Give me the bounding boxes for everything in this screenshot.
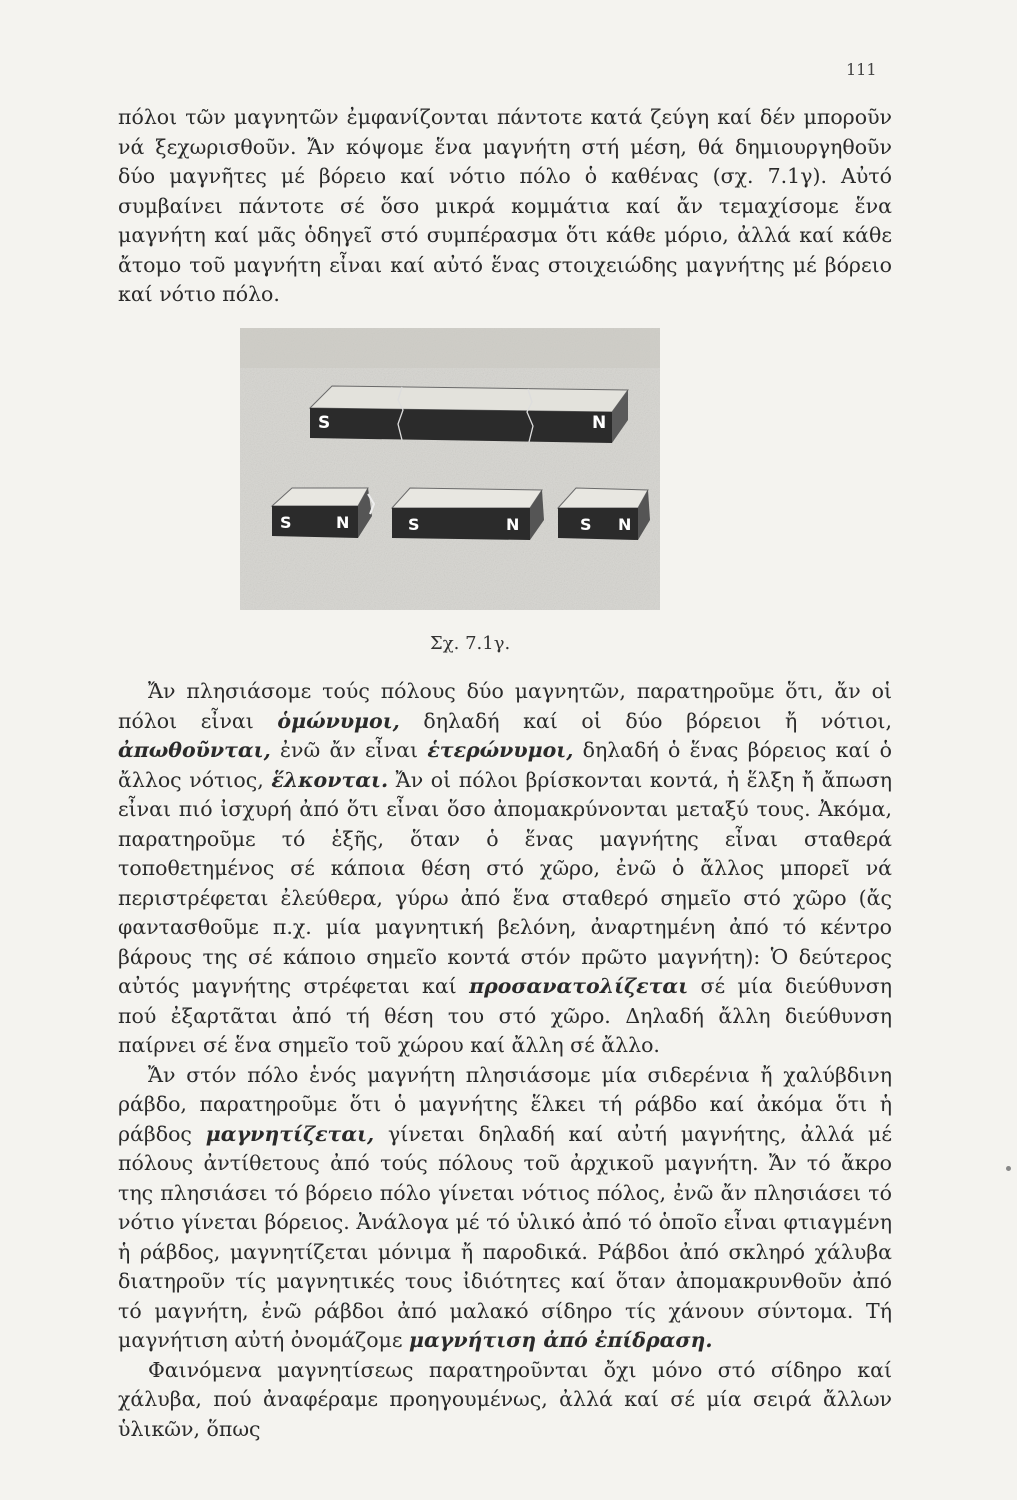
paragraph-2 <box>118 677 892 1061</box>
piece-1-s-label: S <box>280 513 292 532</box>
whole-magnet-n-label: N <box>592 413 607 433</box>
p2-text-2: δηλαδή καί οἱ δύο βόρειοι ἤ νότιοι, <box>399 708 892 733</box>
paragraph-3 <box>118 1061 892 1356</box>
p2-text-4: δηλαδή ὁ ἕνας βόρειος καί ὁ ἄλλος νότιος, <box>118 738 892 792</box>
p3-text-1: Ἄν στόν πόλο ἑνός μαγνήτη πλησιάσομε μία σιδερένια ἤ χαλύβδινη ράβδο, παρατηροῦμε ὅτι ὁ μαγνήτης ἕλκει τή ράβδο καί ἀκόμα ὅτι ἡ ράβδος <box>118 1062 892 1146</box>
term-omonymoi: ὁμώνυμοι, <box>277 708 400 733</box>
term-magnetisi-apo-epidrasi: μαγνήτιση ἀπό ἐπίδραση. <box>409 1328 713 1352</box>
whole-magnet-s-label: S <box>318 413 331 433</box>
piece-2-n-label: N <box>506 515 520 534</box>
margin-dot <box>1006 1166 1011 1171</box>
piece-3-s-label: S <box>580 515 592 534</box>
p2-text-1: Ἄν πλησιάσομε τούς πόλους δύο μαγνητῶν, παρατηροῦμε ὅτι, ἄν οἱ πόλοι εἶναι <box>118 679 892 733</box>
piece-3-n-label: N <box>618 515 632 534</box>
magnet-piece-1 <box>272 488 372 538</box>
paragraph-2-block <box>118 677 892 1444</box>
p3-text-2: γίνεται δηλαδή καί αὐτή μαγνήτης, ἀλλά μέ πόλους ἀντίθετους ἀπό τούς πόλους τοῦ ἀρχικοῦ μαγνήτη. Ἄν τό ἄκρο της πλησιάσει τό βόρειο πόλο γίνεται νότιος πόλος, ἐνῶ ἄν πλησιάσει τό νότιο γίνεται βόρειος. Ἀνάλογα μέ τό ὑλικό ἀπό τό ὁποῖο εἶναι φτιαγμένη ἡ ράβδος, μαγνητίζεται μόνιμα ἤ παροδικά. Ράβδοι ἀπό σκληρό χάλυβα διατηροῦν τίς μαγνητικές τους ἰδιότητες καί ὅταν ἀπομακρυνθοῦν ἀπό τό μαγνήτη, ἐνῶ ράβδοι ἀπό μαλακό σίδηρο τίς χάνουν σύντομα. Τή μαγνήτιση αὐτή ὀνομάζομε <box>118 1121 892 1352</box>
p2-text-3: ἐνῶ ἄν εἶναι <box>270 738 428 762</box>
figure-caption: Σχ. 7.1γ. <box>430 633 511 654</box>
magnets-photo <box>240 328 660 610</box>
term-elkontai: ἕλκονται. <box>271 767 389 792</box>
paragraph-4: Φαινόμενα μαγνητίσεως παρατηροῦνται ὄχι μόνο στό σίδηρο καί χάλυβα, πού ἀναφέραμε προηγουμένως, ἀλλά καί σέ μία σειρά ἄλλων ὑλικῶν, ὅπως <box>118 1357 892 1441</box>
whole-magnet <box>310 386 628 443</box>
paragraph-1 <box>118 103 892 310</box>
term-prosanatolizetai: προσανατολίζεται <box>469 974 689 998</box>
magnet-piece-2 <box>392 488 544 540</box>
figure-magnets <box>240 328 660 610</box>
magnet-piece-3 <box>558 488 650 540</box>
p2-text-6: σέ μία διεύθυνση πού ἐξαρτᾶται ἀπό τή θέση του στό χῶρο. Δηλαδή ἄλλη διεύθυνση παίρνει σέ ἕνα σημεῖο τοῦ χώρου καί ἄλλη σέ ἄλλο. <box>118 974 893 1057</box>
piece-1-n-label: N <box>336 513 350 532</box>
piece-2-s-label: S <box>408 515 420 534</box>
paragraph-1-text: πόλοι τῶν μαγνητῶν ἐμφανίζονται πάντοτε κατά ζεύγη καί δέν μποροῦν νά ξεχωρισθοῦν. Ἄν κόψομε ἕνα μαγνήτη στή μέση, θά δημιουργηθοῦν δύο μαγνῆτες μέ βόρειο καί νότιο πόλο ὁ καθένας (σχ. 7.1γ). Αὐτό συμβαίνει πάντοτε σέ ὅσο μικρά κομμάτια καί ἄν τεμαχίσομε ἕνα μαγνήτη καί μᾶς ὁδηγεῖ στό συμπέρασμα ὅτι κάθε μόριο, ἀλλά καί κάθε ἄτομο τοῦ μαγνήτη εἶναι καί αὐτό ἕνας στοιχειώδης μαγνήτης μέ βόρειο καί νότιο πόλο. <box>118 105 892 306</box>
term-apothountai: ἀπωθοῦνται, <box>118 738 271 762</box>
page-number: 111 <box>846 60 877 79</box>
term-eteronymoi: ἑτερώνυμοι, <box>427 738 574 762</box>
term-magnetizetai: μαγνητίζεται, <box>205 1121 375 1146</box>
p2-text-5: Ἄν οἱ πόλοι βρίσκονται κοντά, ἡ ἕλξη ἤ ἄπωση εἶναι πιό ἰσχυρή ἀπό ὅτι εἶναι ὅσο ἀπομακρύνονται μεταξύ τους. Ἀκόμα, παρατηροῦμε τό ἑξῆς, ὅταν ὁ ἕνας μαγνήτης εἶναι σταθερά τοποθετημένος σέ κάποια θέση στό χῶρο, ἐνῶ ὁ ἄλλος μπορεῖ νά περιστρέφεται ἐλεύθερα, γύρω ἀπό ἕνα σταθερό σημεῖο στό χῶρο (ἄς φαντασθοῦμε π.χ. μία μαγνητική βελόνη, ἀναρτημένη ἀπό τό κέντρο βάρους της σέ κάποιο σημεῖο κοντά στόν πρῶτο μαγνήτη): Ὁ δεύτερος αὐτός μαγνήτης στρέφεται καί <box>118 767 892 998</box>
